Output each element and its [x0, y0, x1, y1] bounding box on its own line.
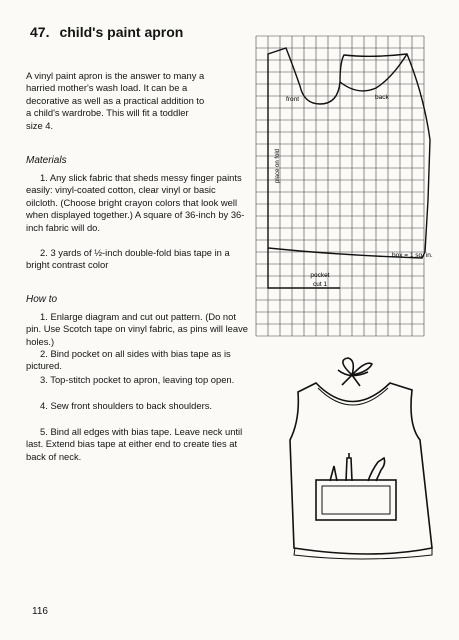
- item-text: 3 yards of ½-inch double-fold bias tape in a bright contrast color: [26, 247, 230, 271]
- item-number: 1.: [40, 172, 48, 183]
- item-text: Enlarge diagram and cut out pattern. (Do not pin. Use Scotch tape on vinyl fabric, as pins will leave holes.): [26, 311, 248, 347]
- item-text: Bind all edges with bias tape. Leave neck until last. Extend bias tape at either end to create ties at back of neck.: [26, 426, 243, 462]
- intro-line: size 4.: [26, 119, 54, 131]
- label-front: front: [286, 96, 300, 103]
- apron-illustration: [290, 358, 432, 559]
- intro-line: harried mother's wash load. It can be a: [26, 82, 188, 94]
- materials-heading: Materials: [26, 155, 67, 166]
- label-cut-one: cut 1: [312, 281, 328, 288]
- howto-heading: How to: [26, 294, 58, 305]
- heading-title: child's paint apron: [59, 24, 184, 40]
- item-text: Bind pocket on all sides with bias tape as is pictured.: [26, 348, 231, 372]
- item-number: 3.: [40, 374, 48, 385]
- item-number: 2.: [40, 348, 48, 359]
- item-number: 2.: [40, 247, 48, 258]
- item-number: 4.: [40, 400, 48, 411]
- label-scale: box = 1 sq. in.: [392, 252, 433, 259]
- page-number: 116: [32, 606, 48, 617]
- heading-number: 47.: [30, 24, 50, 40]
- label-place-on-fold: place on fold: [275, 148, 281, 184]
- item-number: 5.: [40, 426, 48, 437]
- item-text: Any slick fabric that sheds messy finger paints easily: vinyl-coated cotton, clear vinyl or basic oilcloth. (Choose bright crayon colors that look well when displayed together.) A square of 36-inch by 36-inch fabric will do.: [26, 172, 245, 233]
- intro-line: A vinyl paint apron is the answer to many a: [26, 70, 205, 81]
- label-back: back: [375, 94, 389, 101]
- item-text: Sew front shoulders to back shoulders.: [50, 400, 212, 411]
- intro-line: a child's wardrobe. This will fit a toddler: [26, 107, 189, 119]
- item-number: 1.: [40, 311, 48, 322]
- item-text: Top-stitch pocket to apron, leaving top open.: [50, 374, 235, 385]
- label-pocket: pocket: [310, 272, 330, 279]
- intro-line: decorative as well as a practical addition to: [26, 94, 205, 106]
